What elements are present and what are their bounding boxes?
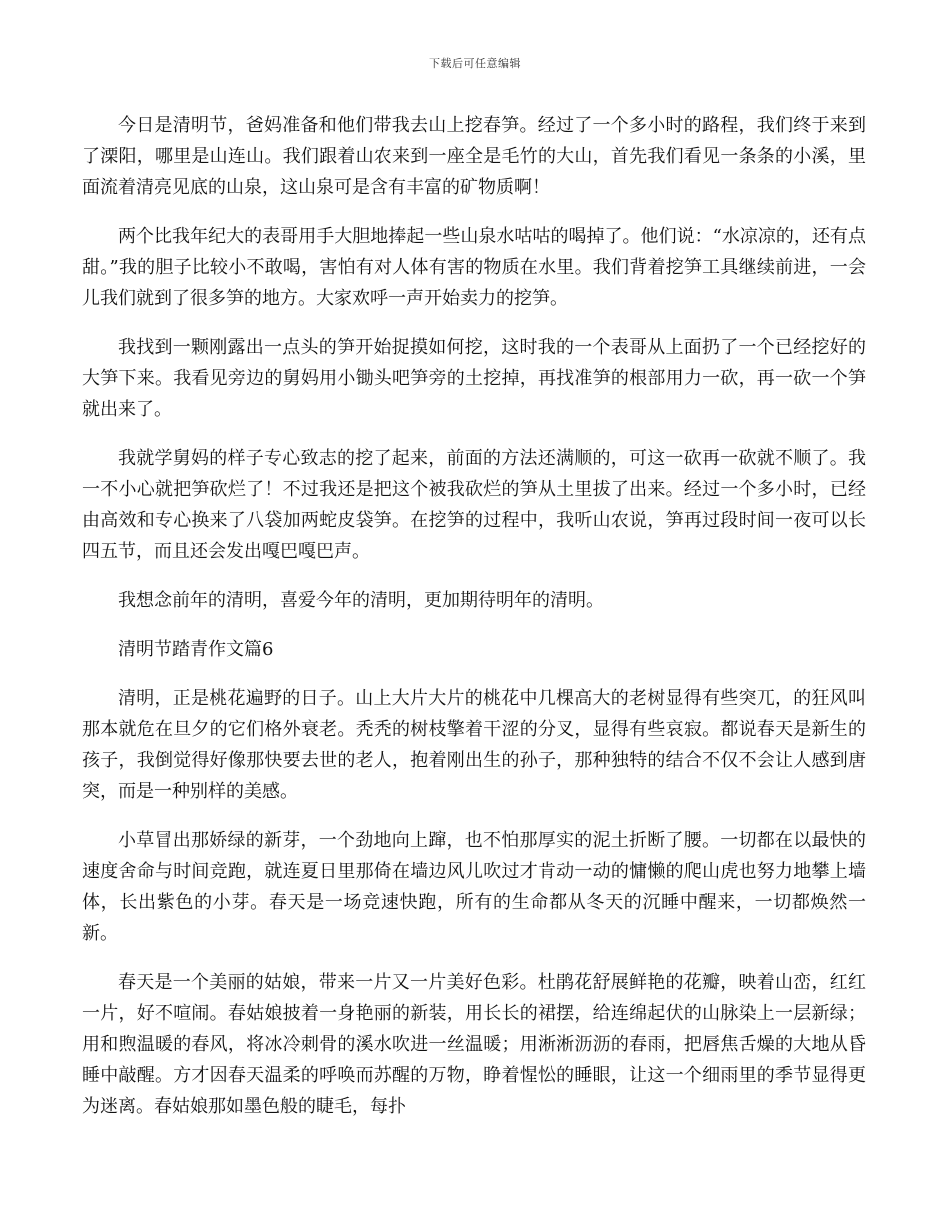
paragraph: 我想念前年的清明，喜爱今年的清明，更加期待明年的清明。 xyxy=(118,590,604,611)
paragraph: 我就学舅妈的样子专心致志的挖了起来，前面的方法还满顺的，可这一砍再一砍就不顺了。我一不小心就把笋砍烂了！不过我还是把这个被我砍烂的笋从土里拔了出来。经过一个多小时，已经由高效和专心换来了八袋加两蛇皮袋笋。在挖笋的过程中，我听山农说，笋再过段时间一夜可以长四五节，而且还会发出嘎巴嘎巴声。 xyxy=(82,448,866,562)
paragraph: 我找到一颗刚露出一点头的笋开始捉摸如何挖，这时我的一个表哥从上面扔了一个已经挖好的大笋下来。我看见旁边的舅妈用小锄头吧笋旁的土挖掉，再找准笋的根部用力一砍，再一砍一个笋就出来了。 xyxy=(82,337,866,420)
section-title: 清明节踏青作文篇6 xyxy=(118,639,274,660)
paragraph: 今日是清明节，爸妈准备和他们带我去山上挖春笋。经过了一个多小时的路程，我们终于来到了溧阳，哪里是山连山。我们跟着山农来到一座全是毛竹的大山，首先我们看见一条条的小溪，里面流着清亮见底的山泉，这山泉可是含有丰富的矿物质啊！ xyxy=(82,115,866,198)
paragraph: 清明，正是桃花遍野的日子。山上大片大片的桃花中几棵高大的老树显得有些突兀，的狂风叫那本就危在旦夕的它们格外衰老。秃秃的树枝擎着干涩的分叉，显得有些哀寂。都说春天是新生的孩子，我倒觉得好像那快要去世的老人，抱着刚出生的孙子，那种独特的结合不仅不会让人感到唐突，而是一种别样的美感。 xyxy=(82,688,866,802)
paragraph: 春天是一个美丽的姑娘，带来一片又一片美好色彩。杜鹃花舒展鲜艳的花瓣，映着山峦，红红一片，好不喧闹。春姑娘披着一身艳丽的新装，用长长的裙摆，给连绵起伏的山脉染上一层新绿；用和煦温暖的春风，将冰冷刺骨的溪水吹进一丝温暖；用淅淅沥沥的春雨，把唇焦舌燥的大地从昏睡中敲醒。方才因春天温柔的呼唤而苏醒的万物，睁着惺忪的睡眼，让这一个细雨里的季节显得更为迷离。春姑娘那如墨色般的睫毛，每扑 xyxy=(82,972,866,1117)
paragraph: 小草冒出那娇绿的新芽，一个劲地向上蹿，也不怕那厚实的泥土折断了腰。一切都在以最快的速度舍命与时间竞跑，就连夏日里那倚在墙边风儿吹过才肯动一动的慵懒的爬山虎也努力地攀上墙体，长出紫色的小芽。春天是一场竞速快跑，所有的生命都从冬天的沉睡中醒来，一切都焕然一新。 xyxy=(82,830,866,944)
page-header: 下载后可任意编辑 xyxy=(429,57,521,70)
paragraph: 两个比我年纪大的表哥用手大胆地捧起一些山泉水咕咕的喝掉了。他们说：“水凉凉的，还有点甜。”我的胆子比较小不敢喝，害怕有对人体有害的物质在水里。我们背着挖笋工具继续前进，一会儿我们就到了很多笋的地方。大家欢呼一声开始卖力的挖笋。 xyxy=(82,226,866,309)
document-body xyxy=(82,110,866,1140)
